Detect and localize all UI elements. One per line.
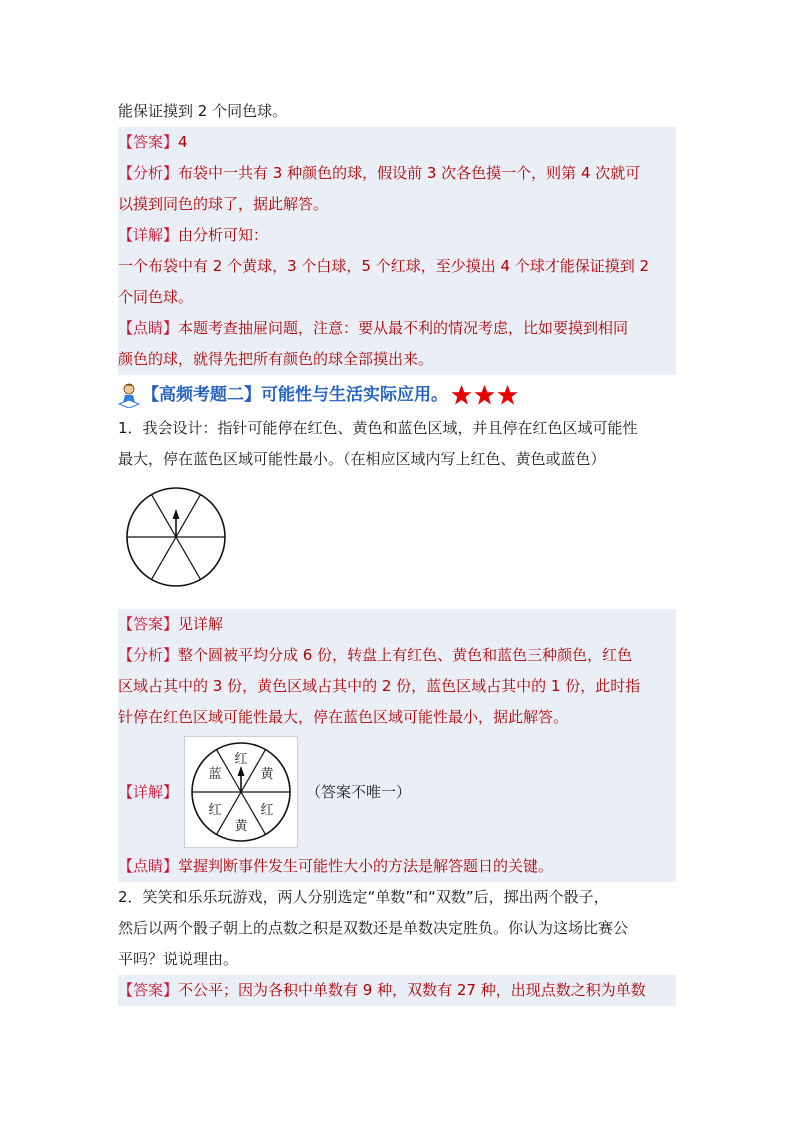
q1-solution-block (118, 127, 676, 375)
top-line: 能保证摸到 2 个同色球。 (118, 102, 288, 120)
document-page (118, 96, 676, 1006)
comment-line: 本题考查抽屉问题，注意：要从最不利的情况考虑，比如要摸到相同 (178, 319, 629, 337)
analysis-line: 布袋中一共有 3 种颜色的球，假设前 3 次各色摸一个，则第 4 次就可 (178, 164, 641, 182)
analysis-label: 【分析】 (118, 646, 179, 664)
star-rating (450, 384, 519, 406)
sector-label: 红 (208, 803, 222, 818)
sector-label: 红 (234, 752, 248, 767)
answer-label: 【答案】 (118, 981, 179, 999)
analysis-label: 【分析】 (118, 164, 179, 182)
answer-text: 4 (178, 133, 188, 151)
section-heading (118, 379, 676, 411)
student-reading-icon (118, 382, 140, 408)
detail-label: 【详解】 (118, 782, 179, 801)
answer-spinner (187, 738, 295, 846)
sector-label: 红 (260, 803, 274, 818)
spinner-diagram (118, 479, 230, 591)
comment-line: 颜色的球，就得先把所有颜色的球全部摸出来。 (118, 350, 434, 368)
problem-1-line: 最大，停在蓝色区域可能性最小。（在相应区域内写上红色、黄色或蓝色） (118, 450, 606, 468)
star-icon (473, 384, 496, 406)
star-icon (496, 384, 519, 406)
sector-label: 黄 (234, 819, 248, 834)
detail-line: 个同色球。 (118, 288, 194, 306)
section-title: 【高频考题二】可能性与生活实际应用。 (142, 385, 448, 405)
comment-label: 【点睛】 (118, 319, 179, 337)
star-icon (450, 384, 473, 406)
sector-label: 黄 (260, 767, 274, 782)
problem-2-line: 2．笑笑和乐乐玩游戏，两人分别选定“单数”和“双数”后，掷出两个骰子， (118, 888, 609, 906)
comment-text: 掌握判断事件发生可能性大小的方法是解答题日的关键。 (178, 857, 554, 875)
answer-text: 不公平；因为各积中单数有 9 种，双数有 27 种，出现点数之积为单数 (178, 981, 646, 999)
comment-label: 【点睛】 (118, 857, 179, 875)
detail-label: 【详解】 (118, 226, 179, 244)
answer-label: 【答案】 (118, 615, 179, 633)
problem-2-line: 然后以两个骰子朝上的点数之积是双数还是单数决定胜负。你认为这场比赛公 (118, 919, 629, 937)
detail-line: 一个布袋中有 2 个黄球，3 个白球，5 个红球，至少摸出 4 个球才能保证摸到 2 (118, 257, 650, 275)
p1-solution-block (118, 609, 676, 882)
analysis-line: 以摸到同色的球了，据此解答。 (118, 195, 329, 213)
answer-spinner-figure (184, 736, 298, 848)
p2-solution-block (118, 975, 676, 1006)
detail-line: 由分析可知： (178, 226, 269, 244)
answer-note: （答案不唯一） (306, 782, 412, 801)
detail-row (118, 733, 676, 851)
problem-2-line: 平吗？说说理由。 (118, 950, 239, 968)
analysis-line: 整个圆被平均分成 6 份，转盘上有红色、黄色和蓝色三种颜色，红色 (178, 646, 633, 664)
analysis-line: 针停在红色区域可能性最大，停在蓝色区域可能性最小，据此解答。 (118, 708, 569, 726)
problem-1-line: 1．我会设计：指针可能停在红色、黄色和蓝色区域，并且停在红色区域可能性 (118, 419, 638, 437)
answer-label: 【答案】 (118, 133, 179, 151)
answer-text: 见详解 (178, 615, 224, 633)
analysis-line: 区域占其中的 3 份，黄色区域占其中的 2 份，蓝色区域占其中的 1 份，此时指 (118, 677, 641, 695)
sector-label: 蓝 (208, 767, 222, 782)
blank-spinner-figure (118, 475, 676, 609)
